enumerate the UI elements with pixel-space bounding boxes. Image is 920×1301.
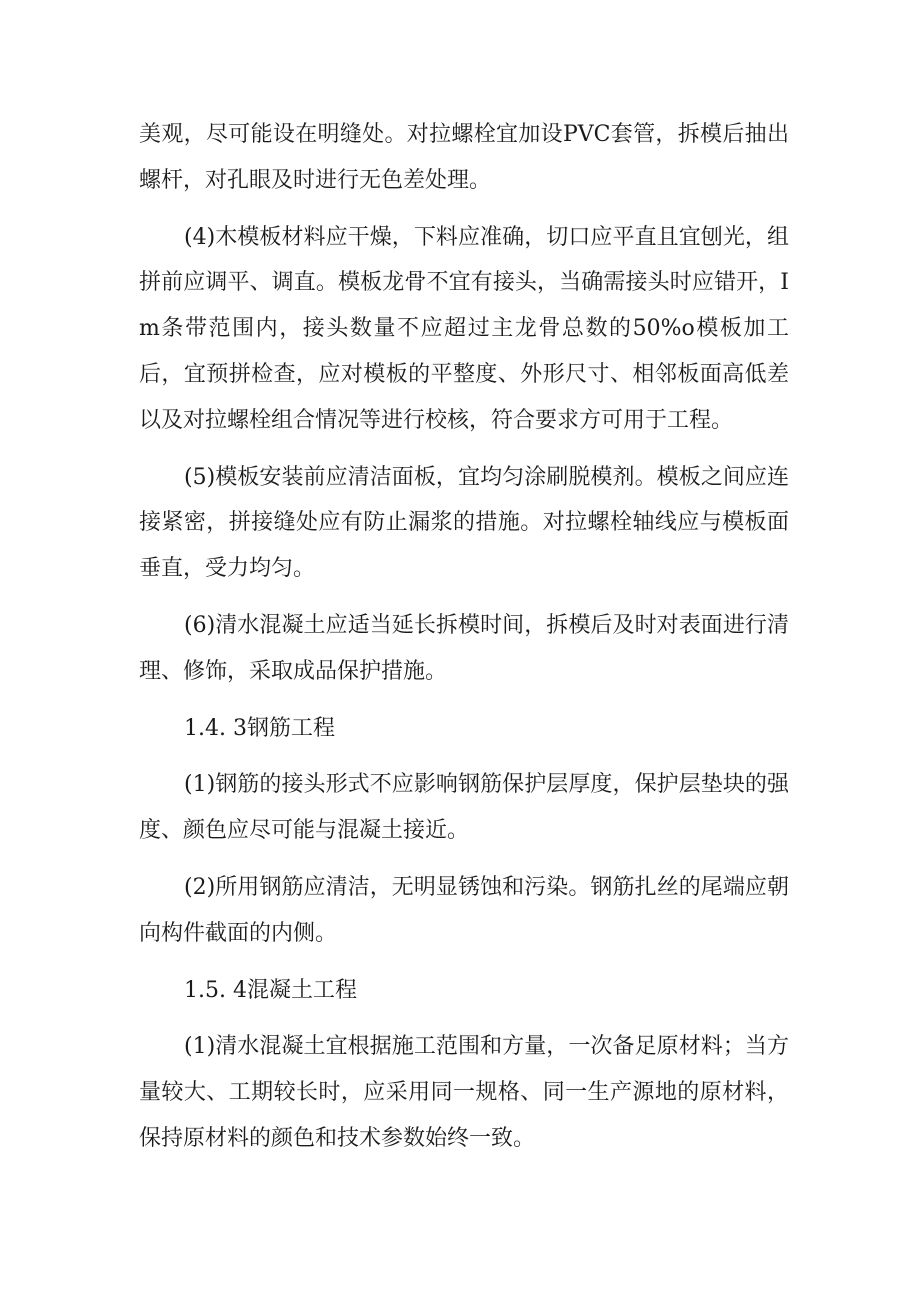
section-heading-concrete: 1.5. 4混凝土工程 [184,977,357,1003]
paragraph-item-4-wood-formwork: (4)木模板材料应干燥，下料应准确，切口应平直且宜刨光，组拼前应调平、调直。模板龙骨不宜有接头，当确需接头时应错开，Im条带范围内，接头数量不应超过主龙骨总数的50%o模板加工后，宜预拼检查，应对模板的平整度、外形尺寸、相邻板面高低差以及对拉螺栓组合情况等进行校核，符合要求方可用于工程。 [139,224,789,433]
paragraph-rebar-item-1: (1)钢筋的接头形式不应影响钢筋保护层厚度，保护层垫块的强度、颜色应尽可能与混凝土接近。 [139,772,789,844]
paragraph-item-5-formwork-install: (5)模板安装前应清洁面板，宜均匀涂刷脱模剂。模板之间应连接紧密，拼接缝处应有防止漏浆的措施。对拉螺栓轴线应与模板面垂直，受力均匀。 [139,464,789,582]
paragraph-rebar-item-2: (2)所用钢筋应清洁，无明显锈蚀和污染。钢筋扎丝的尾端应朝向构件截面的内侧。 [139,874,789,946]
section-heading-rebar: 1.4. 3钢筋工程 [184,715,335,741]
paragraph-concrete-item-1: (1)清水混凝土宜根据施工范围和方量，一次备足原材料；当方量较大、工期较长时，应采用同一规格、同一生产源地的原材料，保持原材料的颜色和技术参数始终一致。 [139,1034,789,1151]
document-body [139,112,789,1173]
paragraph-item-6-formwork-removal: (6)清水混凝土应适当延长拆模时间，拆模后及时对表面进行清理、修饰，采取成品保护措施。 [139,612,789,684]
paragraph-bolt-sleeve: 美观，尽可能设在明缝处。对拉螺栓宜加设PVC套管，拆模后抽出螺杆，对孔眼及时进行无色差处理。 [139,122,789,193]
